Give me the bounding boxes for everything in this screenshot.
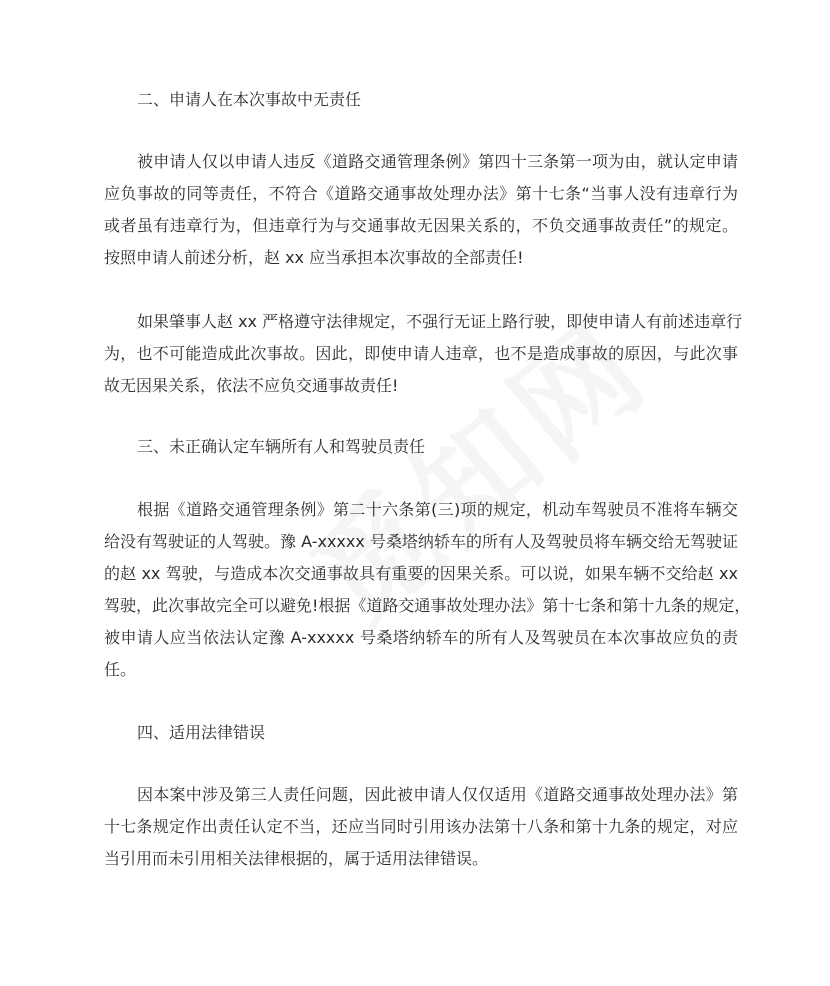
text-line: 的赵 xx 驾驶，与造成本次交通事故具有重要的因果关系。可以说，如果车辆不交给赵 xx — [104, 564, 738, 583]
section-heading: 四、适用法律错误 — [137, 723, 266, 742]
text-line: 因本案中涉及第三人责任问题，因此被申请人仅仅适用《道路交通事故处理办法》第 — [137, 785, 738, 804]
text-line: 当引用而未引用相关法律根据的，属于适用法律错误。 — [104, 849, 489, 868]
text-line: 应负事故的同等责任，不符合《道路交通事故处理办法》第十七条“当事人没有违章行为 — [104, 184, 738, 203]
text-line: 被申请人仅以申请人违反《道路交通管理条例》第四十三条第一项为由，就认定申请 — [137, 152, 738, 171]
section-heading: 二、申请人在本次事故中无责任 — [137, 90, 362, 109]
paragraph — [104, 146, 738, 274]
text-line: 或者虽有违章行为，但违章行为与交通事故无因果关系的，不负交通事故责任”的规定。 — [104, 216, 738, 235]
section-heading: 三、未正确认定车辆所有人和驾驶员责任 — [137, 437, 426, 456]
text-line: 任。 — [104, 660, 137, 679]
text-line: 故无因果关系，依法不应负交通事故责任! — [104, 376, 399, 395]
text-line: 如果肇事人赵 xx 严格遵守法律规定，不强行无证上路行驶，即使申请人有前述违章行 — [137, 312, 743, 331]
text-line: 给没有驾驶证的人驾驶。豫 A-xxxxx 号桑塔纳轿车的所有人及驾驶员将车辆交给无驾驶证 — [104, 532, 738, 551]
paragraph — [104, 494, 751, 686]
paragraph — [104, 306, 743, 402]
text-line: 根据《道路交通管理条例》第二十六条第(三)项的规定，机动车驾驶员不准将车辆交 — [137, 500, 738, 519]
paragraph — [104, 779, 738, 875]
text-line: 驾驶，此次事故完全可以避免!根据《道路交通事故处理办法》第十七条和第十九条的规定， — [104, 596, 751, 615]
text-line: 按照申请人前述分析，赵 xx 应当承担本次事故的全部责任! — [104, 248, 524, 267]
text-line: 为，也不可能造成此次事故。因此，即使申请人违章，也不是造成事故的原因，与此次事 — [104, 344, 738, 363]
text-line: 十七条规定作出责任认定不当，还应当同时引用该办法第十八条和第十九条的规定，对应 — [104, 817, 738, 836]
text-line: 被申请人应当依法认定豫 A-xxxxx 号桑塔纳轿车的所有人及驾驶员在本次事故应负的责 — [104, 628, 738, 647]
